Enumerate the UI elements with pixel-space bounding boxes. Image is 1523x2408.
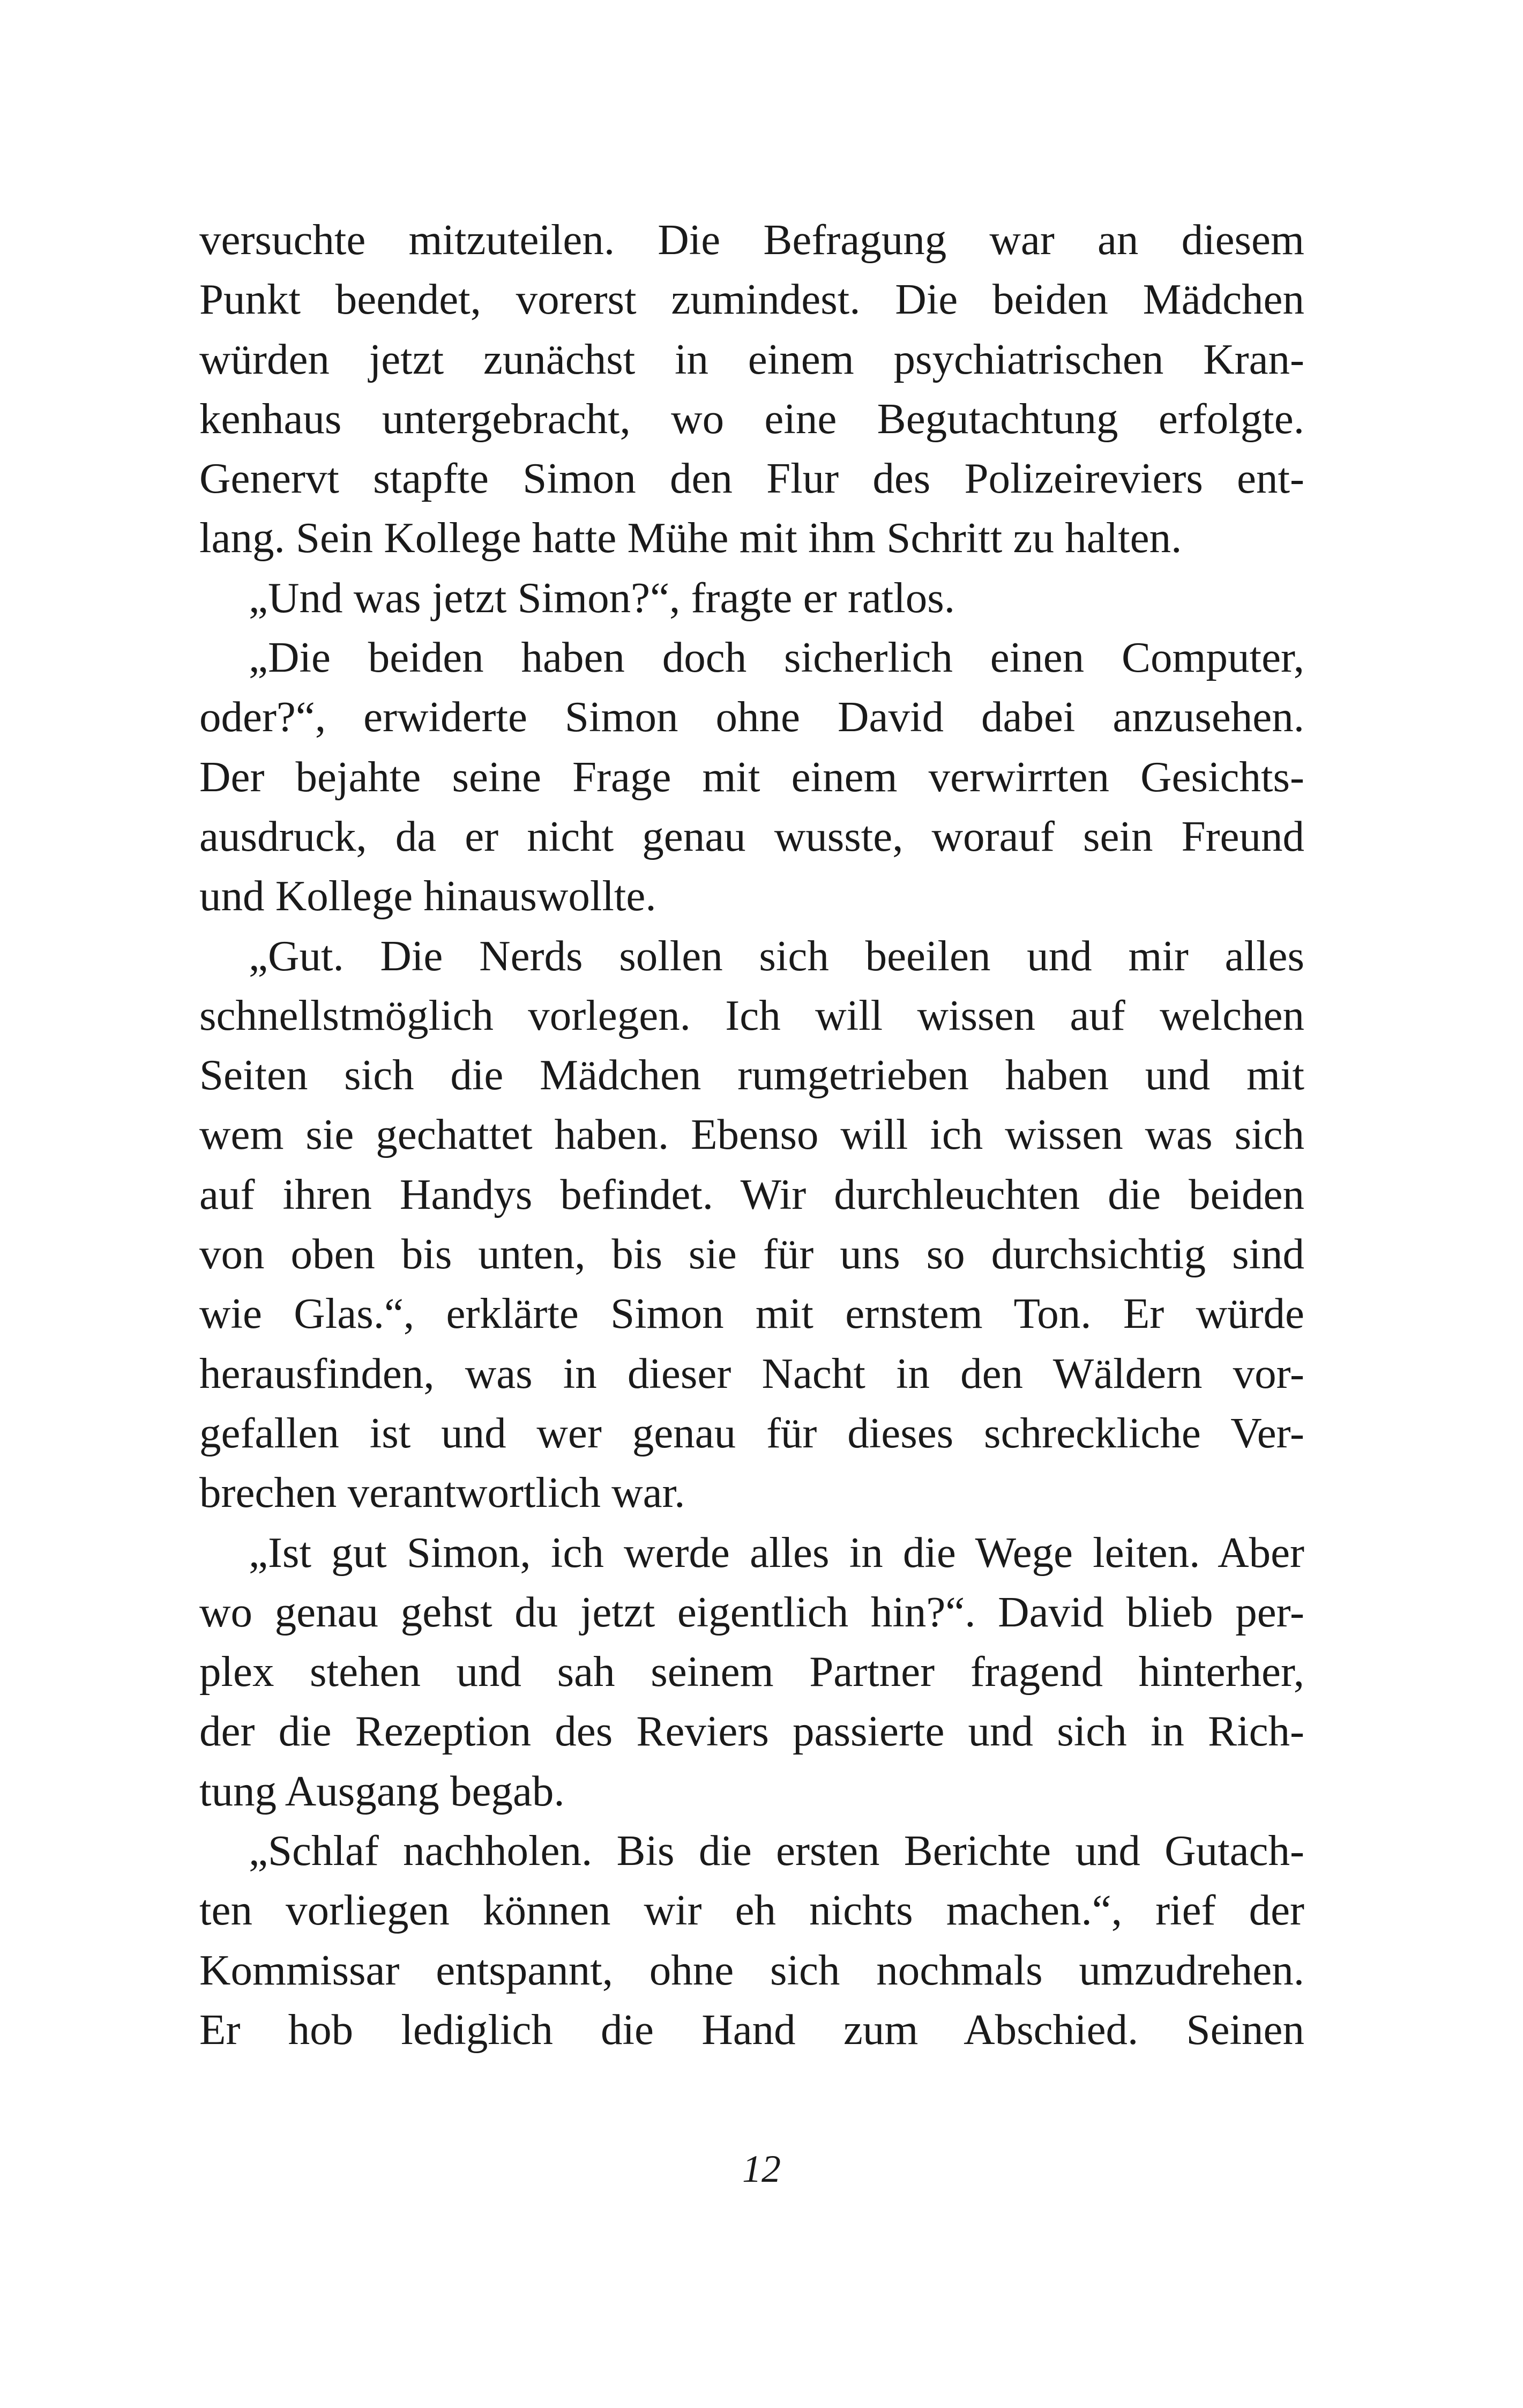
text-line: plex stehen und sah seinem Partner fragend hinterher,	[199, 1647, 1304, 1696]
text-line: „Schlaf nachholen. Bis die ersten Berichte und Gutach-	[249, 1826, 1304, 1875]
text-line: Seiten sich die Mädchen rumgetrieben haben und mit	[199, 1051, 1304, 1099]
text-line: kenhaus untergebracht, wo eine Begutachtung erfolgte.	[199, 394, 1304, 443]
text-line: „Ist gut Simon, ich werde alles in die Wege leiten. Aber	[249, 1528, 1304, 1577]
body-text	[199, 210, 1304, 2060]
text-line: brechen verantwortlich war.	[199, 1468, 685, 1517]
page-number: 12	[742, 2147, 781, 2190]
text-line: ausdruck, da er nicht genau wusste, worauf sein Freund	[199, 812, 1304, 860]
text-line: Punkt beendet, vorerst zumindest. Die beiden Mädchen	[199, 275, 1304, 324]
text-line: versuchte mitzuteilen. Die Befragung war an diesem	[199, 215, 1304, 264]
text-line: lang. Sein Kollege hatte Mühe mit ihm Schritt zu halten.	[199, 514, 1182, 562]
text-line: wie Glas.“, erklärte Simon mit ernstem Ton. Er würde	[199, 1289, 1304, 1338]
text-line: ten vorliegen können wir eh nichts machen.“, rief der	[199, 1886, 1304, 1935]
text-line: auf ihren Handys befindet. Wir durchleuchten die beiden	[199, 1170, 1304, 1218]
text-line: Der bejahte seine Frage mit einem verwirrten Gesichts-	[199, 752, 1304, 801]
text-line: schnellstmöglich vorlegen. Ich will wissen auf welchen	[199, 991, 1304, 1039]
text-line: Genervt stapfte Simon den Flur des Polizeireviers ent-	[199, 454, 1304, 503]
text-line: „Und was jetzt Simon?“, fragte er ratlos.	[249, 573, 955, 622]
text-line: „Gut. Die Nerds sollen sich beeilen und mir alles	[249, 931, 1304, 980]
text-line: gefallen ist und wer genau für dieses schreckliche Ver-	[199, 1408, 1304, 1457]
text-line: Kommissar entspannt, ohne sich nochmals umzudrehen.	[199, 1945, 1304, 1994]
text-line: herausfinden, was in dieser Nacht in den Wäldern vor-	[199, 1349, 1304, 1398]
text-line: der die Rezeption des Reviers passierte und sich in Rich-	[199, 1707, 1304, 1756]
text-line: wo genau gehst du jetzt eigentlich hin?“. David blieb per-	[199, 1587, 1304, 1636]
text-line: würden jetzt zunächst in einem psychiatrischen Kran-	[199, 335, 1304, 383]
text-line: tung Ausgang begab.	[199, 1766, 565, 1815]
text-line: wem sie gechattet haben. Ebenso will ich wissen was sich	[199, 1110, 1304, 1159]
text-line: von oben bis unten, bis sie für uns so durchsichtig sind	[199, 1230, 1304, 1279]
text-line: Er hob lediglich die Hand zum Abschied. Seinen	[199, 2005, 1304, 2054]
text-line: und Kollege hinauswollte.	[199, 872, 656, 920]
text-line: oder?“, erwiderte Simon ohne David dabei anzusehen.	[199, 693, 1304, 741]
text-line: „Die beiden haben doch sicherlich einen Computer,	[249, 633, 1304, 682]
